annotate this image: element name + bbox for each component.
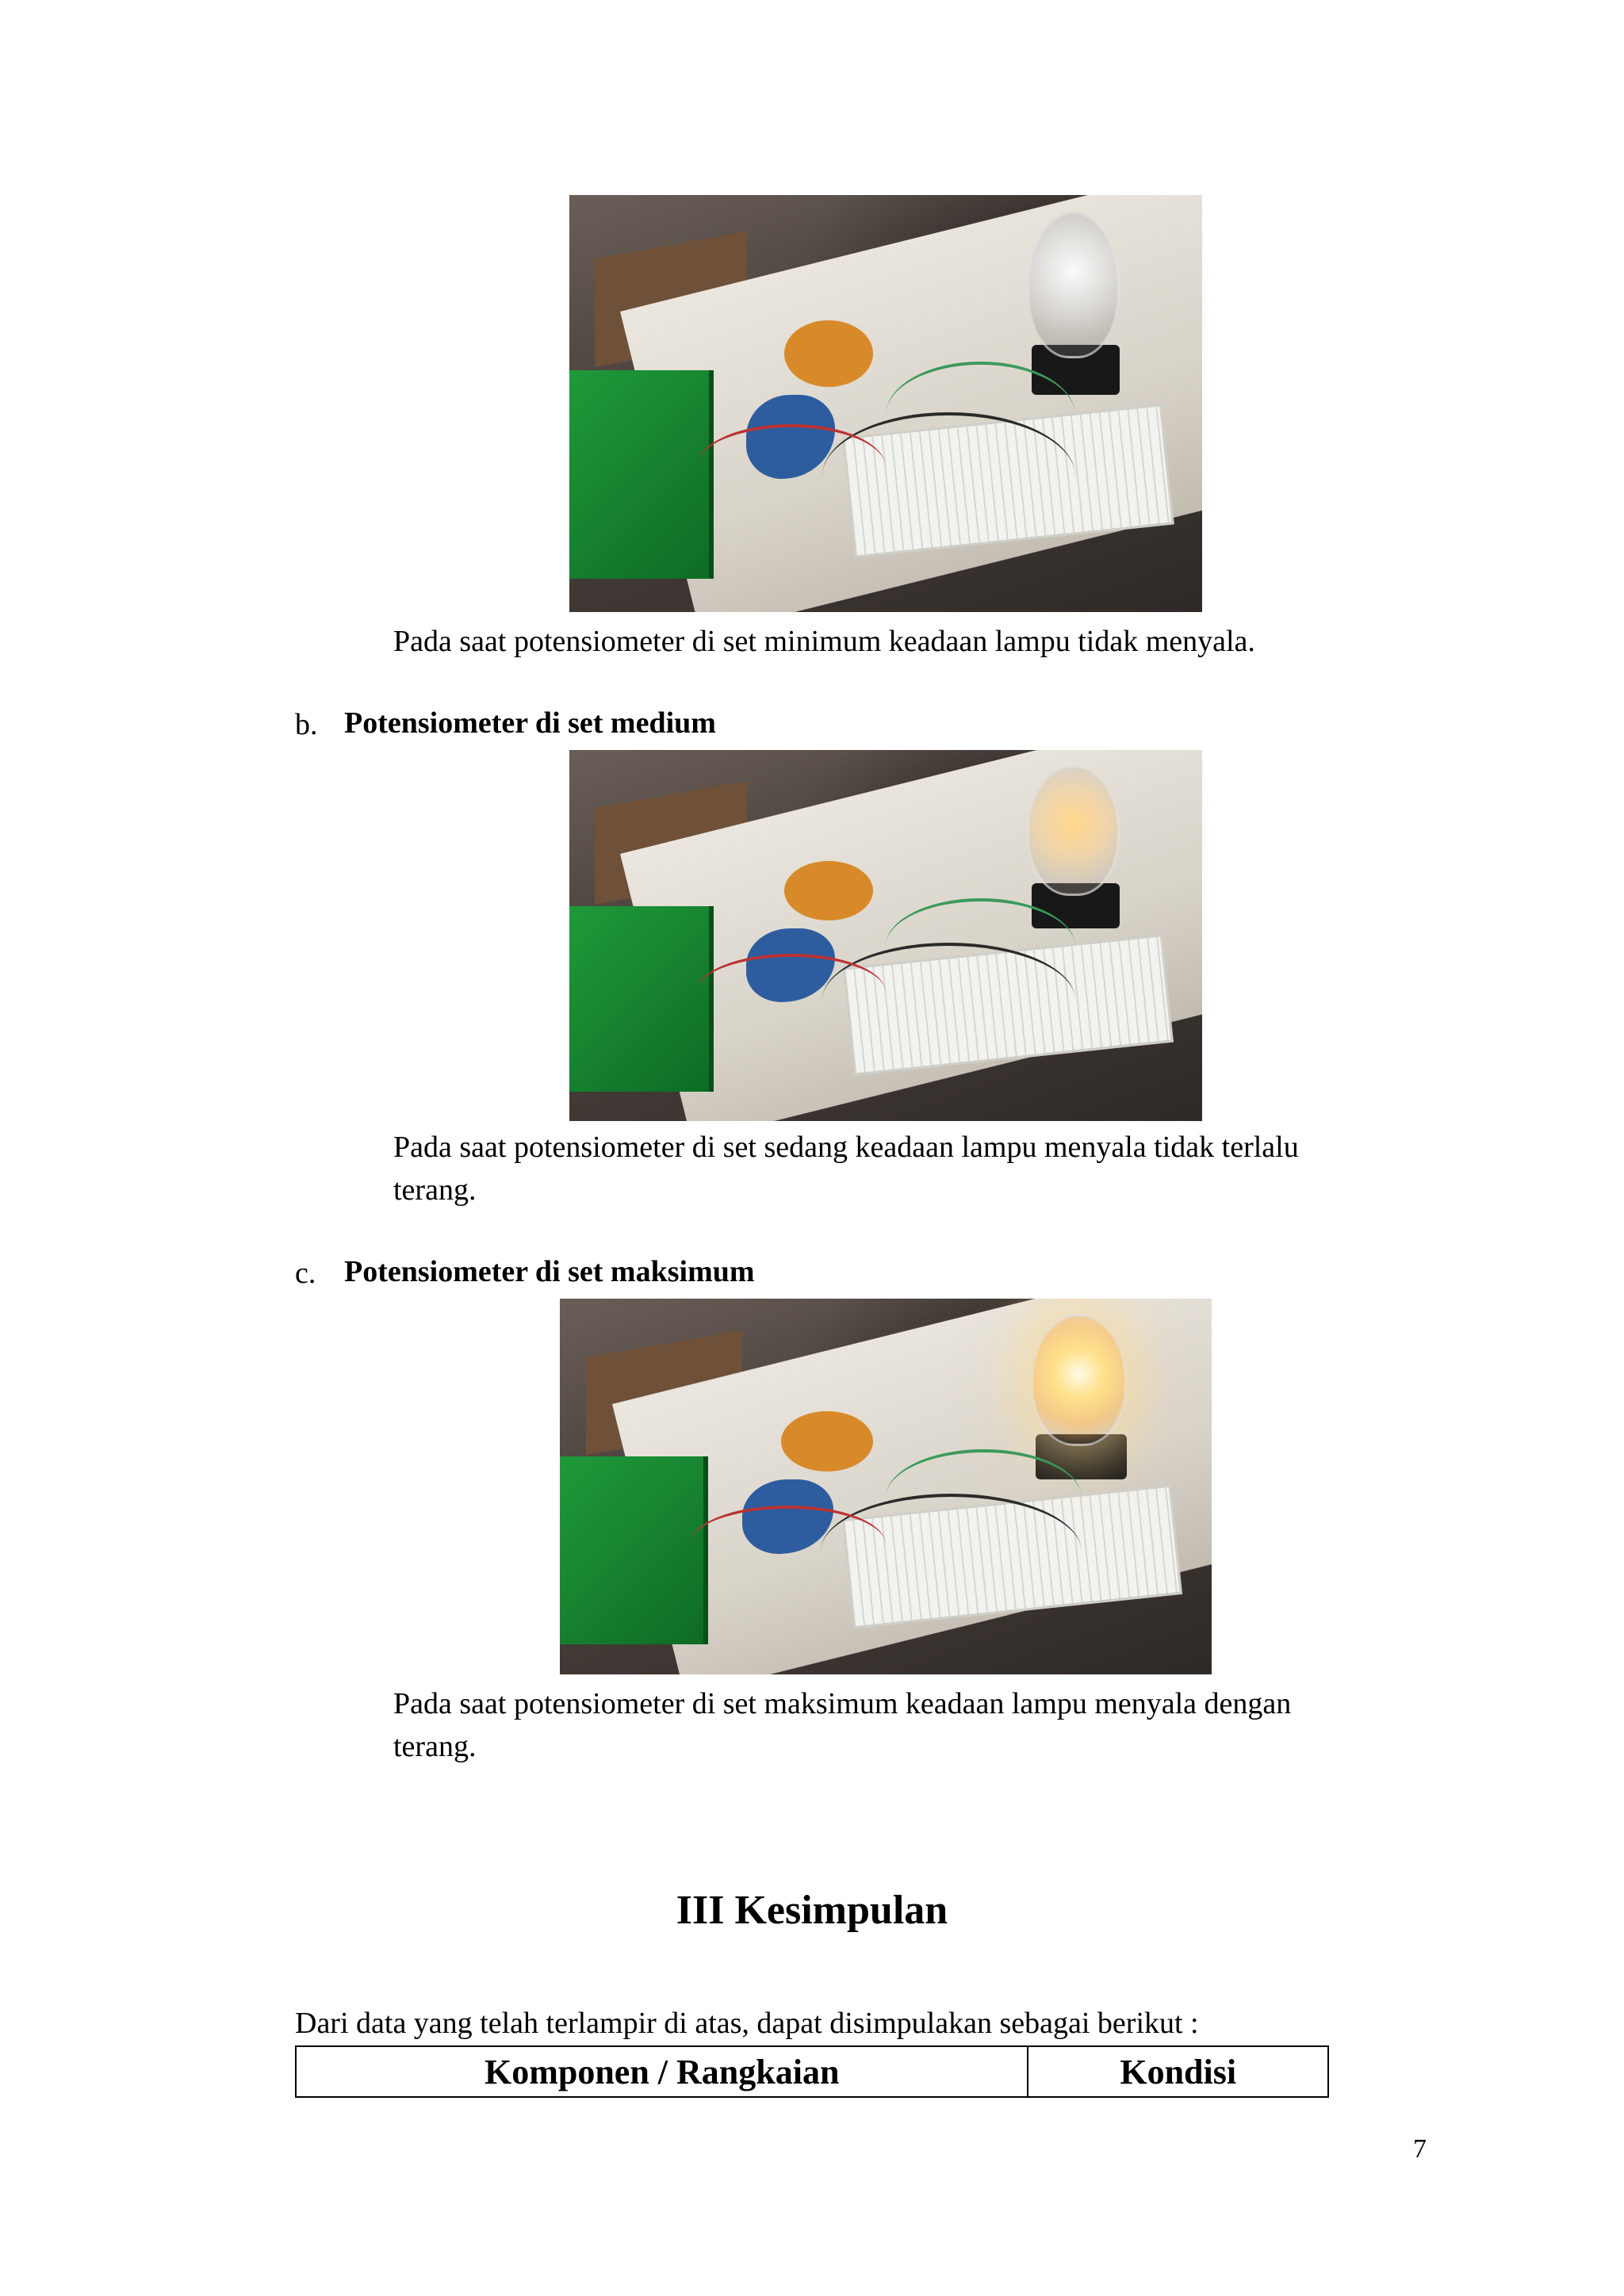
heading-potentiometer-medium: Potensiometer di set medium xyxy=(344,706,716,740)
caption-maksimum-line2: terang. xyxy=(393,1730,477,1763)
lamp-off xyxy=(1027,212,1120,358)
caption-maksimum-line1: Pada saat potensiometer di set maksimum keadaan lampu menyala dengan xyxy=(393,1687,1292,1720)
caption-medium-line2: terang. xyxy=(393,1173,477,1207)
photo-potentiometer-medium xyxy=(569,750,1202,1121)
caption-minimum: Pada saat potensiometer di set minimum keadaan lampu tidak menyala. xyxy=(393,625,1255,658)
photo-potentiometer-minimum xyxy=(569,195,1202,612)
section-title: III Kesimpulan xyxy=(676,1888,948,1933)
lamp-dim xyxy=(1027,765,1120,896)
list-marker-c: c. xyxy=(295,1257,316,1290)
table-header-komponen: Komponen / Rangkaian xyxy=(296,2046,1028,2097)
page-number: 7 xyxy=(1413,2134,1427,2164)
table-header-row xyxy=(296,2046,1328,2097)
section-intro: Dari data yang telah terlampir di atas, dapat disimpulakan sebagai berikut : xyxy=(295,2007,1199,2040)
heading-potentiometer-maksimum: Potensiometer di set maksimum xyxy=(344,1255,755,1288)
conclusion-table xyxy=(295,2045,1329,2098)
lamp-bright xyxy=(1031,1314,1127,1446)
caption-medium-line1: Pada saat potensiometer di set sedang keadaan lampu menyala tidak terlalu xyxy=(393,1131,1299,1164)
table-header-kondisi: Kondisi xyxy=(1028,2046,1328,2097)
list-marker-b: b. xyxy=(295,708,318,741)
photo-potentiometer-maksimum xyxy=(560,1299,1212,1674)
